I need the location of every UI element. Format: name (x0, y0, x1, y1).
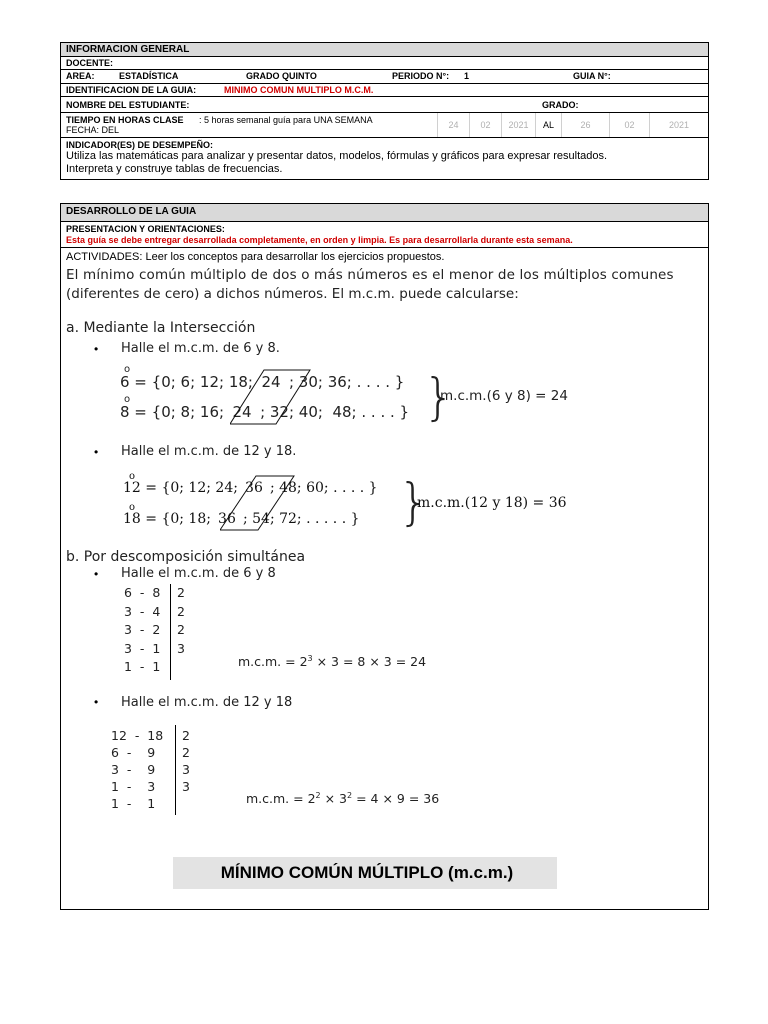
presentacion-label: PRESENTACION Y ORIENTACIONES: (66, 224, 225, 234)
tiempo-value: : 5 horas semanal guía para UNA SEMANA (199, 115, 373, 125)
bullet-2: • (94, 445, 99, 459)
bullet-3: • (94, 567, 99, 581)
identificacion-value: MINIMO COMUN MULTIPLO M.C.M. (224, 85, 374, 95)
ex4-result: m.c.m. = $2^2 \times 3^2 = 4 \times 9 = 36$ (246, 791, 440, 807)
ex3-factor-row-1: 2 (177, 603, 185, 619)
desarrollo-title: DESARROLLO DE LA GUIA (66, 206, 197, 217)
periodo-label: PERIODO N°: (392, 71, 450, 81)
ex3-result: m.c.m. = $2^3 \times 3 = 8 \times 3 = 24$ (238, 654, 427, 670)
identificacion-label: IDENTIFICACION DE LA GUIA: (66, 85, 197, 95)
identificacion-row (61, 84, 708, 97)
ex1-line-1: 6 = {0; 6; 12; 18; 24 ; 30; 36; . . . . } (120, 373, 405, 391)
ex3-prompt: Halle el m.c.m. de 6 y 8 (121, 566, 276, 581)
periodo-value: 1 (464, 71, 470, 81)
docente-label: DOCENTE: (66, 58, 113, 68)
ex2-result: m.c.m.(12 y 18) = 36 (417, 495, 567, 511)
ex4-dividend-row-4: 1 - 1 (111, 796, 156, 811)
ex4-factor-column (182, 727, 190, 795)
ex4-factor-row-3: 3 (182, 779, 190, 794)
presentacion-row (61, 222, 708, 248)
indicador-row (61, 138, 708, 179)
ex4-dividend-row-2: 3 - 9 (111, 762, 156, 777)
indicador-label: INDICADOR(ES) DE DESEMPEÑO: (66, 140, 214, 150)
date-to-month[interactable]: 02 (609, 113, 649, 137)
grado-quinto: GRADO QUINTO (246, 71, 317, 81)
date-to-year[interactable]: 2021 (649, 113, 708, 137)
fecha-label: FECHA: DEL (66, 125, 120, 135)
guia-label: GUIA N°: (573, 71, 611, 81)
ex3-dividend-row-2: 3 - 2 (124, 622, 161, 637)
ex4-prompt: Halle el m.c.m. de 12 y 18 (121, 695, 293, 710)
al-label: AL (535, 113, 561, 137)
ex1-circle-mark-2: o (124, 394, 131, 405)
presentacion-text: Esta guía se debe entregar desarrollada completamente, en orden y limpia. Es para desarrollarla durante esta semana. (66, 235, 573, 245)
indicador-text-1: Utiliza las matemáticas para analizar y presentar datos, modelos, fórmulas y gráficos para expresar resultados. (66, 150, 608, 162)
nombre-row (61, 97, 708, 113)
ex3-divider-line (170, 584, 171, 680)
indicador-text-2: Interpreta y construye tablas de frecuencias. (66, 163, 283, 175)
ex3-dividend-row-1: 3 - 4 (124, 603, 161, 619)
ex2-circle-mark-2: o (129, 502, 136, 513)
ex1-line-2: 8 = {0; 8; 16; 24 ; 32; 40; 48; . . . . } (120, 403, 410, 421)
intro-line-1: El mínimo común múltiplo de dos o más números es el menor de los múltiplos comunes (66, 267, 674, 283)
ex1-brace: } (423, 368, 455, 426)
bullet-4: • (94, 695, 99, 709)
area-label: AREA: (66, 71, 95, 81)
ex3-factor-column (177, 584, 185, 658)
ex4-dividend-row-3: 1 - 3 (111, 779, 156, 794)
actividades-text: ACTIVIDADES: Leer los conceptos para desarrollar los ejercicios propuestos. (66, 251, 445, 263)
docente-row (61, 57, 708, 70)
ex4-divider-line (175, 725, 176, 815)
ex4-factor-row-1: 2 (182, 745, 190, 760)
ex3-factor-row-3: 3 (177, 640, 185, 656)
general-info-table (60, 42, 709, 180)
area-value: ESTADÍSTICA (119, 71, 179, 81)
ex1-prompt: Halle el m.c.m. de 6 y 8. (121, 341, 280, 356)
ex2-brace: } (398, 473, 430, 531)
ex3-factor-row-2: 2 (177, 622, 185, 637)
ex2-prompt: Halle el m.c.m. de 12 y 18. (121, 444, 297, 459)
ex3-dividend-row-0: 6 - 8 (124, 585, 161, 600)
tiempo-label: TIEMPO EN HORAS CLASE (66, 115, 184, 125)
ex3-dividend-row-3: 3 - 1 (124, 640, 161, 656)
ex4-factor-row-2: 3 (182, 762, 190, 777)
ex2-circle-mark-1: o (129, 471, 136, 482)
ex4-dividend-column (111, 727, 163, 812)
intro-line-2: (diferentes de cero) a dichos números. El m.c.m. puede calcularse: (66, 286, 519, 302)
date-from-year[interactable]: 2021 (501, 113, 535, 137)
title-banner: MÍNIMO COMÚN MÚLTIPLO (m.c.m.) (173, 857, 557, 889)
date-to-day[interactable]: 26 (561, 113, 609, 137)
date-from-day[interactable]: 24 (437, 113, 469, 137)
section-b-title: b. Por descomposición simultánea (66, 549, 306, 565)
ex4-dividend-row-0: 12 - 18 (111, 728, 164, 743)
ex2-parallelogram (220, 474, 300, 534)
nombre-label: NOMBRE DEL ESTUDIANTE: (66, 100, 190, 110)
grado-label: GRADO: (542, 100, 579, 110)
ex2-line-2: 18 = {0; 18; 36 ; 54; 72; . . . . . } (123, 511, 360, 527)
general-info-title: INFORMACION GENERAL (66, 44, 190, 55)
tiempo-row (61, 113, 708, 138)
ex4-factor-row-0: 2 (182, 728, 190, 743)
ex1-parallelogram (230, 368, 320, 428)
ex2-line-1: 12 = {0; 12; 24; 36 ; 48; 60; . . . . } (123, 480, 378, 496)
ex3-dividend-row-4: 1 - 1 (124, 659, 161, 674)
bullet-1: • (94, 342, 99, 356)
ex1-circle-mark-1: o (124, 364, 131, 375)
general-info-header (61, 43, 708, 57)
area-row (61, 70, 708, 84)
ex3-dividend-column (124, 584, 160, 677)
section-a-title: a. Mediante la Intersección (66, 320, 256, 336)
desarrollo-header (61, 204, 708, 222)
ex1-result: m.c.m.(6 y 8) = 24 (440, 388, 568, 404)
ex3-factor-row-0: 2 (177, 585, 185, 600)
date-from-month[interactable]: 02 (469, 113, 501, 137)
ex4-dividend-row-1: 6 - 9 (111, 745, 156, 760)
